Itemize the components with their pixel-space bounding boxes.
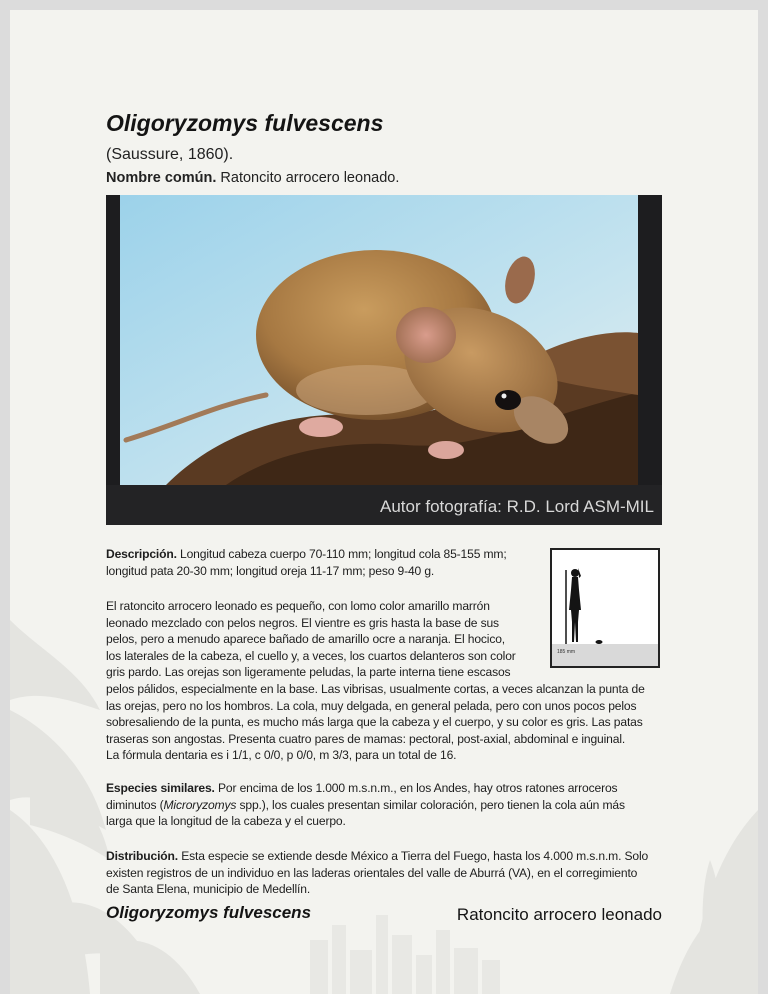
distribution-line xyxy=(106,848,666,865)
photo-credit: Autor fotografía: R.D. Lord ASM-MIL xyxy=(379,497,654,516)
species-scientific-name: Oligoryzomys fulvescens xyxy=(106,110,384,136)
body-line: sobresaliendo de la punta, es mucho más larga que la cabeza y el cuerpo, y su color es gris. Las patas xyxy=(106,715,643,730)
species-authority: (Saussure, 1860). xyxy=(106,146,234,163)
description-label: Descripción. xyxy=(106,547,177,561)
description-text-2: longitud pata 20-30 mm; longitud oreja 11-17 mm; peso 9-40 g. xyxy=(106,563,435,578)
distribution-text-3: de Santa Elena, municipio de Medellín. xyxy=(106,882,311,897)
body-line: El ratoncito arrocero leonado es pequeño, con lomo color amarillo marrón xyxy=(106,599,490,613)
body-line: pelos, pero a menudo aparece bañado de amarillo ocre a naranja. El hocico, xyxy=(106,632,506,647)
body-paragraph xyxy=(106,598,666,764)
common-name-line xyxy=(106,170,399,186)
common-name-label: Nombre común. xyxy=(106,170,217,186)
description-line xyxy=(106,546,546,563)
similar-text-3: larga que la longitud de la cabeza y el cuerpo. xyxy=(106,814,346,829)
similar-text-1: Por encima de los 1.000 m.s.n.m., en los Andes, hay otros ratones arroceros xyxy=(217,781,618,795)
distribution-paragraph xyxy=(106,848,666,898)
similar-text-2a: diminutos ( xyxy=(106,797,164,812)
body-line: pelos pálidos, especialmente en la base. Las vibrisas, usualmente cortas, a veces alcanzan la punta de xyxy=(106,681,645,696)
similar-species-paragraph xyxy=(106,780,666,830)
scale-label: 185 mm xyxy=(557,649,576,655)
similar-species-label: Especies similares. xyxy=(106,781,215,795)
body-line: traseras son angostas. Presenta cuatro pares de mamas: pectoral, post-axial, abdominal e inguinal. xyxy=(106,731,626,746)
similar-line xyxy=(106,780,666,797)
page xyxy=(10,10,758,994)
species-photo xyxy=(106,195,662,525)
distribution-label: Distribución. xyxy=(106,849,178,863)
distribution-text-1: Esta especie se extiende desde México a Tierra del Fuego, hasta los 4.000 m.s.n.m. Solo xyxy=(181,849,649,863)
body-line: los laterales de la cabeza, el cuello y, a veces, los cuartos delanteros son color xyxy=(106,648,516,663)
common-name-value: Ratoncito arrocero leonado. xyxy=(220,170,400,186)
body-line: las orejas, pero no los hombros. La cola, muy delgada, en general pelada, pero con unos pocos pelos xyxy=(106,698,637,713)
description-text-1: Longitud cabeza cuerpo 70-110 mm; longitud cola 85-155 mm; xyxy=(180,547,507,561)
body-line: La fórmula dentaria es i 1/1, c 0/0, p 0/0, m 3/3, para un total de 16. xyxy=(106,748,457,763)
similar-line xyxy=(106,797,666,814)
body-line: leonado mezclado con pelos negros. El vientre es gris hasta la base de sus xyxy=(106,615,499,630)
footer-scientific-name: Oligoryzomys fulvescens xyxy=(106,903,312,922)
footer-common-name: Ratoncito arrocero leonado xyxy=(456,905,662,924)
body-line: gris pardo. Las orejas son ligeramente peludas, la parte interna tiene escasos xyxy=(106,665,511,680)
description-paragraph xyxy=(106,546,546,579)
similar-text-2b: spp.), los cuales presentan similar coloración, pero tienen la cola aún más xyxy=(236,797,625,812)
mouse-photo-illustration xyxy=(106,195,662,525)
distribution-text-2: existen registros de un individuo en las laderas orientales del valle de Aburrá (VA), en el corregimiento xyxy=(106,865,638,880)
similar-genus-italic: Microryzomys xyxy=(163,797,237,812)
